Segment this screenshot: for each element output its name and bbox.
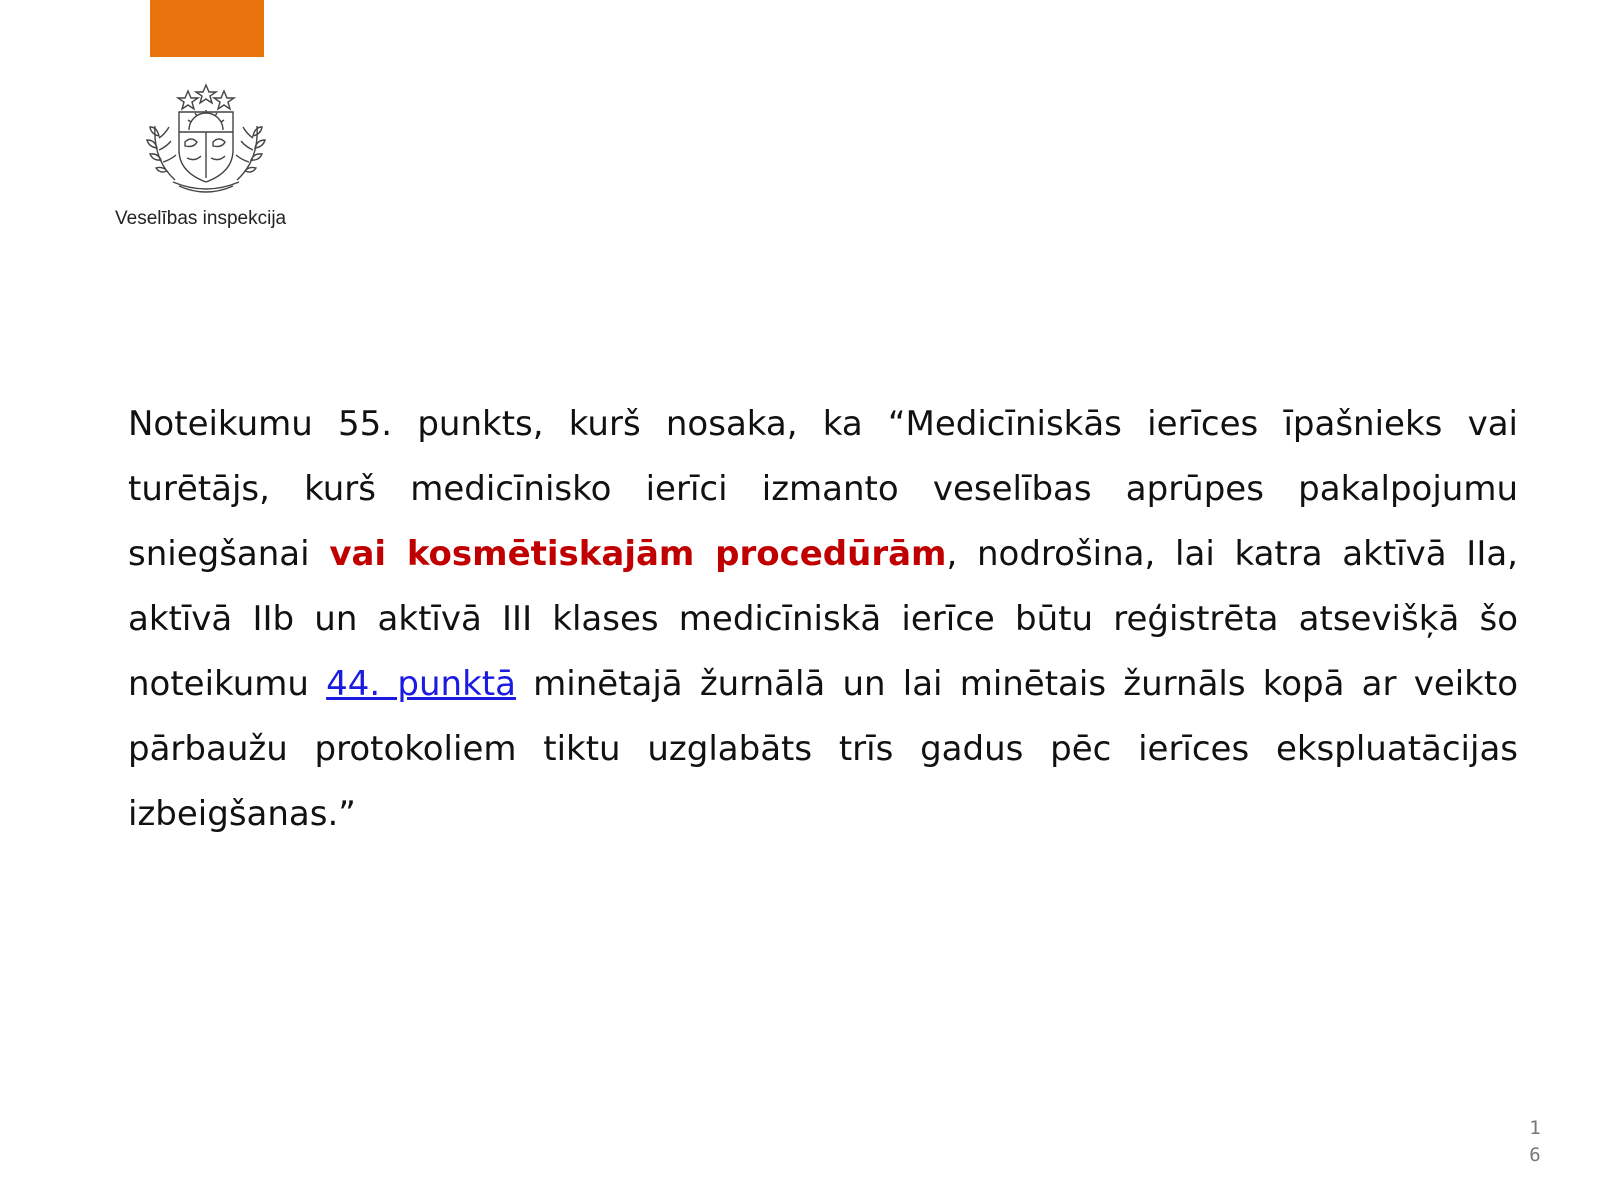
paragraph-text-start: Noteikumu 55. punkts, kurš nosaka, ka “Medicīniskās ierīces īpašnieks vai turētājs, kurš medicīnisko ierīci izmanto veselības aprūpes pakalpojumu sniegšanai — [128, 404, 1518, 574]
accent-bar — [150, 0, 264, 57]
highlighted-phrase: vai kosmētiskajām procedūrām — [329, 534, 947, 574]
page-number: 16 — [1529, 1117, 1541, 1166]
paragraph-text-middle: , nodrošina, lai katra aktīvā IIa, aktīvā IIb un aktīvā III klases medicīniskā ierīce būtu reģistrēta atsevišķā šo noteikumu — [128, 534, 1518, 704]
latvia-coat-of-arms-icon — [145, 80, 267, 198]
paragraph-text-end: minētajā žurnālā un lai minētais žurnāls kopā ar veikto pārbaužu protokoliem tiktu uzglabāts trīs gadus pēc ierīces ekspluatācijas izbeigšanas.” — [128, 664, 1519, 834]
point-44-link[interactable]: 44. punktā — [326, 664, 516, 704]
regulation-paragraph — [128, 392, 1518, 847]
organization-name: Veselības inspekcija — [115, 208, 287, 229]
